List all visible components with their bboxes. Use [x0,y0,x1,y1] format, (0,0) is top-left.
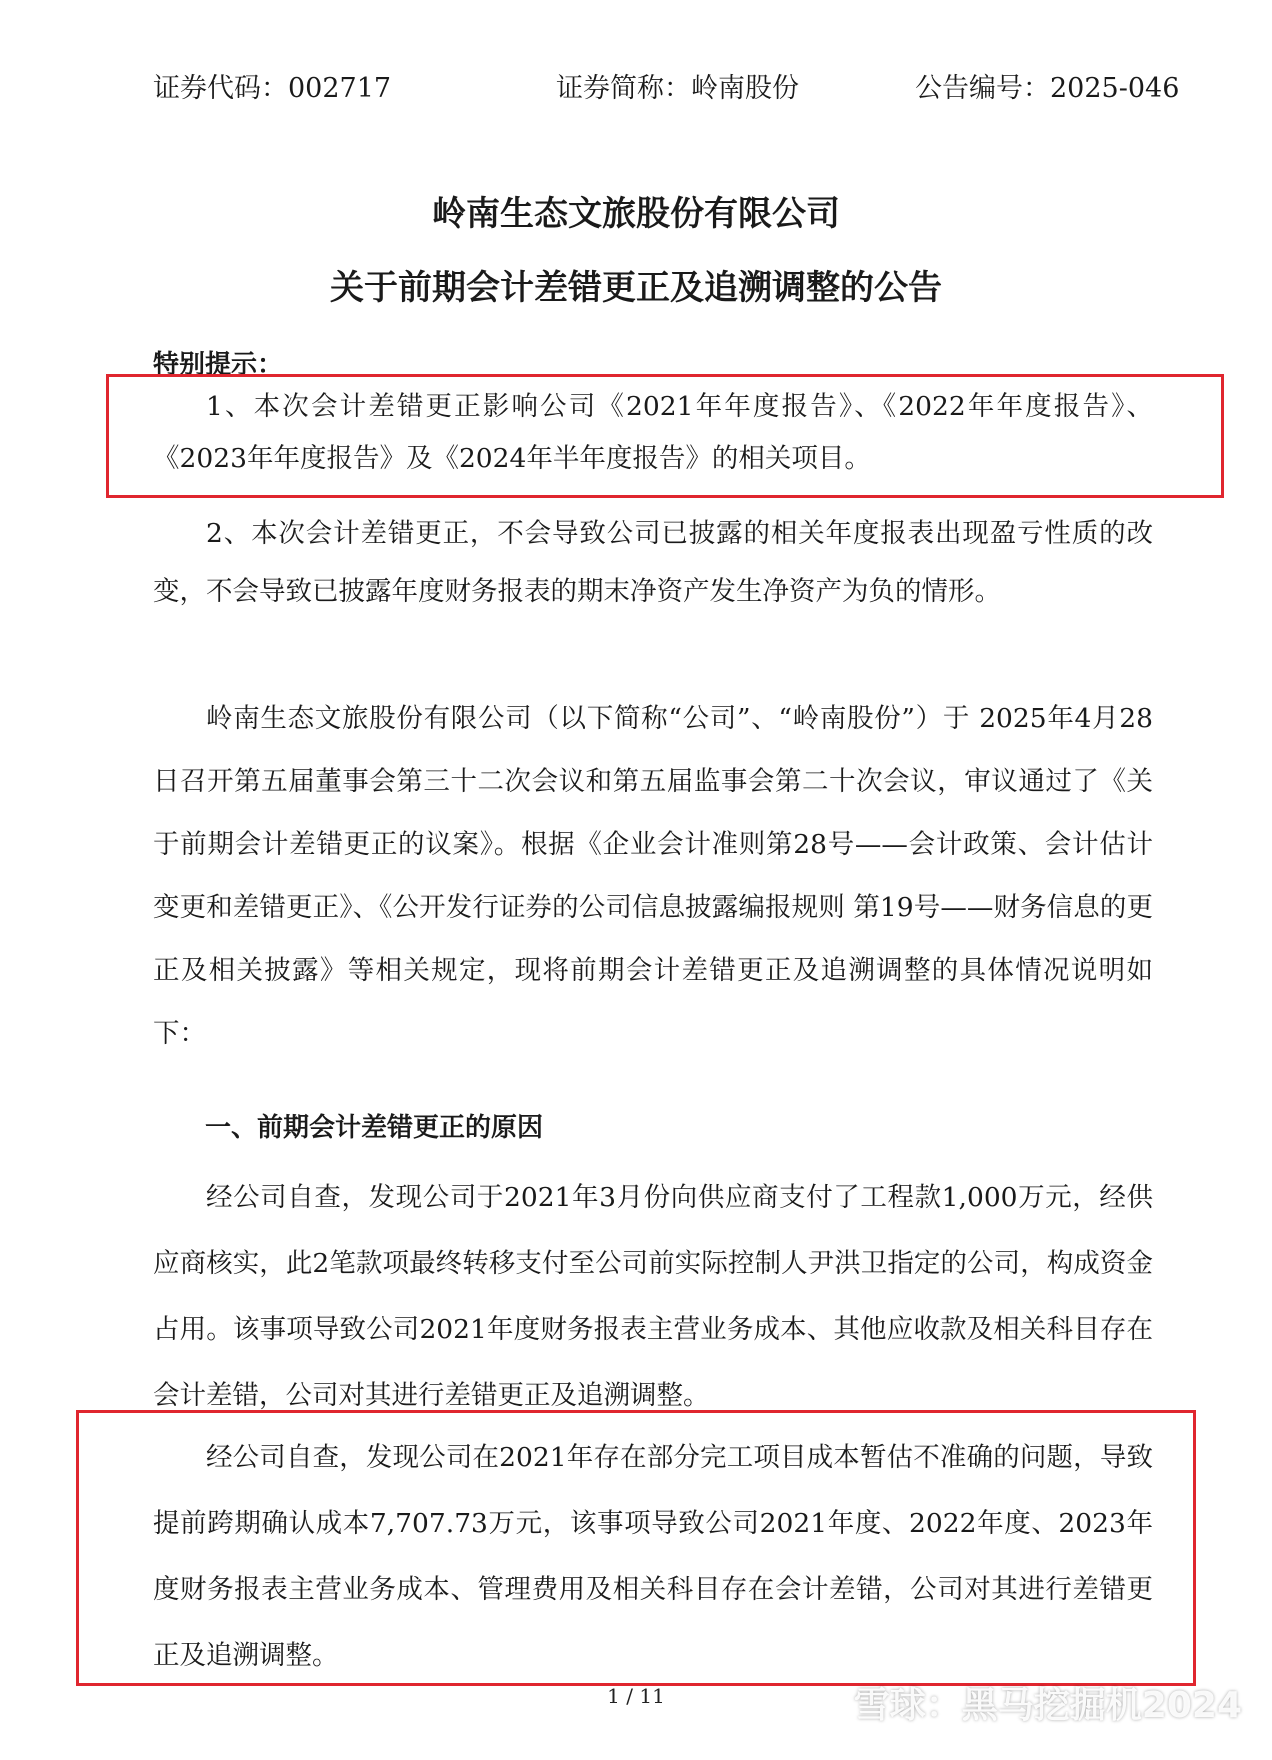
watermark-text: 雪球：黑马挖掘机2024 [853,1684,1242,1726]
highlight-box-hint [106,374,1224,498]
special-hint-item-2: 2、本次会计差错更正，不会导致公司已披露的相关年度报表出现盈亏性质的改变，不会导致已披露年度财务报表的期末净资产发生净资产为负的情形。 [153,518,1153,607]
document-header [0,66,1272,110]
intro-paragraph: 岭南生态文旅股份有限公司（以下简称“公司”、“岭南股份”）于 2025年4月28日召开第五届董事会第三十二次会议和第五届监事会第二十次会议，审议通过了《关于前期会计差错更正的议案》。根据《企业会计准则第28号——会计政策、会计估计变更和差错更正》、《公开发行证券的公司信息披露编报规则 第19号——财务信息的更正及相关披露》等相关规定，现将前期会计差错更正及追溯调整的具体情况说明如下： [153,703,1153,1049]
announcement-title: 关于前期会计差错更正及追溯调整的公告 [330,268,942,308]
highlight-box-cost [76,1410,1196,1686]
stock-code: 证券代码：002717 [153,73,392,104]
watermark [802,1672,1242,1732]
special-hint-label: 特别提示： [153,350,284,380]
section-heading: 一、前期会计差错更正的原因 [205,1113,544,1143]
page-number: 1 / 11 [607,1684,665,1708]
stock-short-name: 证券简称：岭南股份 [556,73,799,104]
snowball-logo-icon [802,1680,846,1724]
special-hint-item-1: 1、本次会计差错更正影响公司《2021年年度报告》、《2022年年度报告》、《2023年年度报告》及《2024年半年度报告》的相关项目。 [153,391,1153,474]
section-paragraph-1: 经公司自查，发现公司于2021年3月份向供应商支付了工程款1,000万元，经供应商核实，此2笔款项最终转移支付至公司前实际控制人尹洪卫指定的公司，构成资金占用。该事项导致公司2021年度财务报表主营业务成本、其他应收款及相关科目存在会计差错，公司对其进行差错更正及追溯调整。 [153,1182,1153,1411]
section-paragraph-2: 经公司自查，发现公司在2021年存在部分完工项目成本暂估不准确的问题，导致提前跨期确认成本7,707.73万元，该事项导致公司2021年度、2022年度、2023年度财务报表主营业务成本、管理费用及相关科目存在会计差错，公司对其进行差错更正及追溯调整。 [153,1442,1153,1671]
company-title: 岭南生态文旅股份有限公司 [432,194,840,234]
announcement-number: 公告编号：2025-046 [915,73,1180,104]
